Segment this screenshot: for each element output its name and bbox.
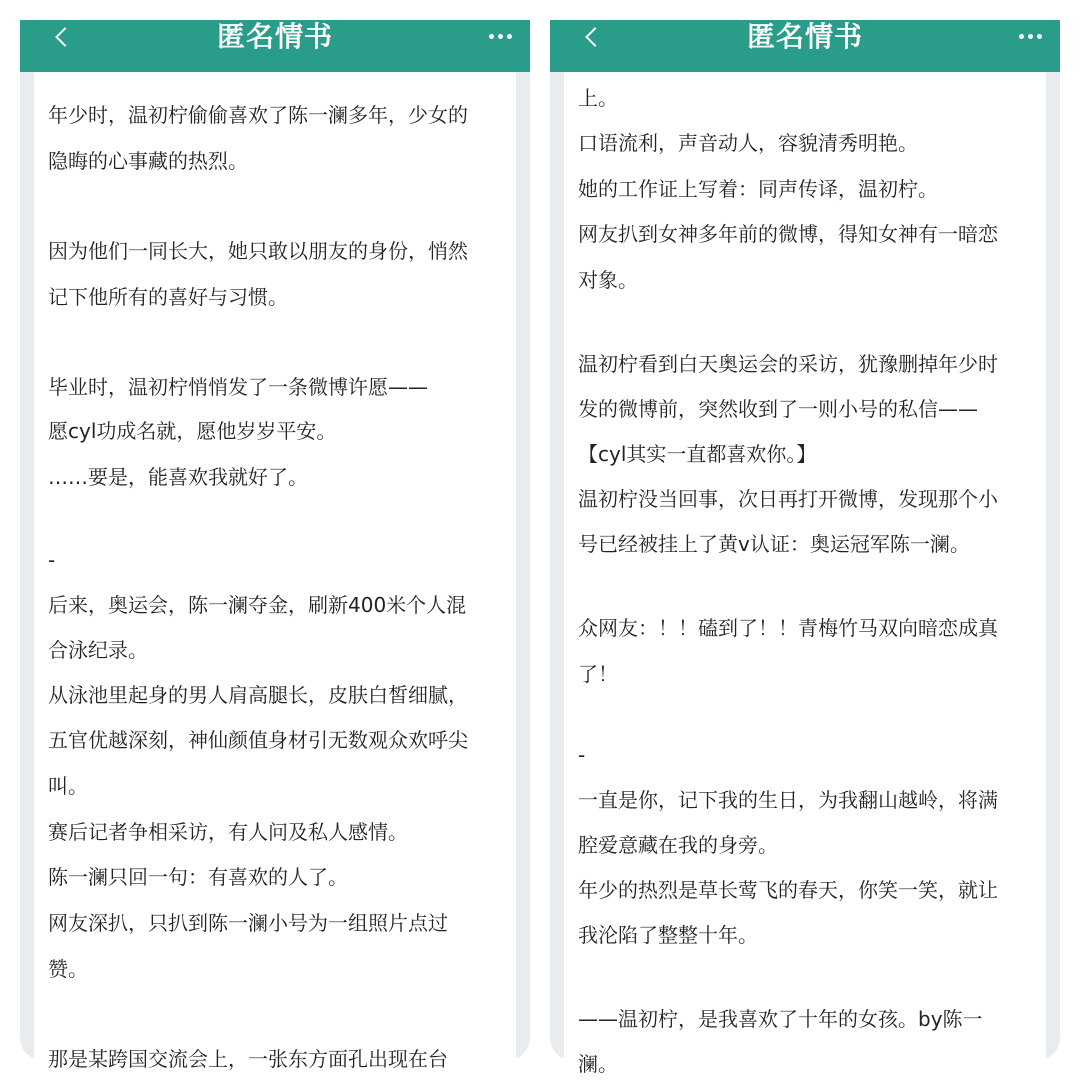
text-line: 我沦陷了整整十年。 <box>578 923 758 947</box>
text-line: 温初柠没当回事，次日再打开微博，发现那个小 <box>578 487 998 511</box>
text-line: 毕业时，温初柠悄悄发了一条微博许愿—— <box>48 375 428 399</box>
left-header <box>20 20 530 72</box>
page-title: 匿名情书 <box>746 20 863 53</box>
text-line: 隐晦的心事藏的热烈。 <box>48 149 248 173</box>
text-line: 号已经被挂上了黄v认证：奥运冠军陈一澜。 <box>578 532 970 556</box>
text-line: 年少时，温初柠偷偷喜欢了陈一澜多年，少女的 <box>48 103 468 127</box>
text-line: 众网友：！！磕到了！！青梅竹马双向暗恋成真 <box>578 616 998 640</box>
text-line: 澜。 <box>578 1052 618 1076</box>
text-line: 陈一澜只回一句：有喜欢的人了。 <box>48 865 348 889</box>
text-line: 记下他所有的喜好与习惯。 <box>48 285 288 309</box>
text-line: 那是某跨国交流会上，一张东方面孔出现在台 <box>48 1047 448 1071</box>
left-text-content[interactable] <box>34 72 516 1072</box>
text-line: 五官优越深刻，神仙颜值身材引无数观众欢呼尖 <box>48 728 468 752</box>
text-line: 【cyl其实一直都喜欢你。】 <box>578 442 817 466</box>
text-line: ……要是，能喜欢我就好了。 <box>48 465 308 489</box>
text-line: 上。 <box>578 86 618 110</box>
text-line: 网友扒到女神多年前的微博，得知女神有一暗恋 <box>578 222 998 246</box>
text-line: 叫。 <box>48 774 88 798</box>
text-line: 合泳纪录。 <box>48 638 148 662</box>
text-line: 赞。 <box>48 957 88 981</box>
text-line: 口语流利，声音动人，容貌清秀明艳。 <box>578 131 918 155</box>
text-line: 后来，奥运会，陈一澜夺金，刷新400米个人混 <box>48 593 467 617</box>
text-line: 赛后记者争相采访，有人问及私人感情。 <box>48 820 408 844</box>
text-line: 对象。 <box>578 268 638 292</box>
page-title: 匿名情书 <box>216 20 333 53</box>
left-reader-panel <box>20 20 530 1071</box>
text-line: 腔爱意藏在我的身旁。 <box>578 833 778 857</box>
text-line: 因为他们一同长大，她只敢以朋友的身份，悄然 <box>48 239 468 263</box>
right-header <box>550 20 1060 72</box>
text-line: ——温初柠，是我喜欢了十年的女孩。by陈一 <box>578 1007 983 1031</box>
right-text-content[interactable] <box>564 72 1046 1076</box>
text-line: 了！ <box>578 662 618 686</box>
more-horizontal-icon[interactable] <box>1019 20 1042 54</box>
text-line: 年少的热烈是草长莺飞的春天，你笑一笑，就让 <box>578 878 998 902</box>
text-line: 从泳池里起身的男人肩高腿长，皮肤白皙细腻， <box>48 683 468 707</box>
text-line: 愿cyl功成名就，愿他岁岁平安。 <box>48 419 337 443</box>
right-reader-panel <box>550 20 1060 1076</box>
text-line: 一直是你，记下我的生日，为我翻山越岭，将满 <box>578 788 998 812</box>
text-line: 她的工作证上写着：同声传译，温初柠。 <box>578 177 938 201</box>
text-line: 发的微博前，突然收到了一则小号的私信—— <box>578 397 978 421</box>
more-horizontal-icon[interactable] <box>489 20 512 54</box>
text-line: - <box>48 548 56 572</box>
text-line: 温初柠看到白天奥运会的采访，犹豫删掉年少时 <box>578 352 998 376</box>
text-line: 网友深扒，只扒到陈一澜小号为一组照片点过 <box>48 911 448 935</box>
text-line: - <box>578 743 586 767</box>
